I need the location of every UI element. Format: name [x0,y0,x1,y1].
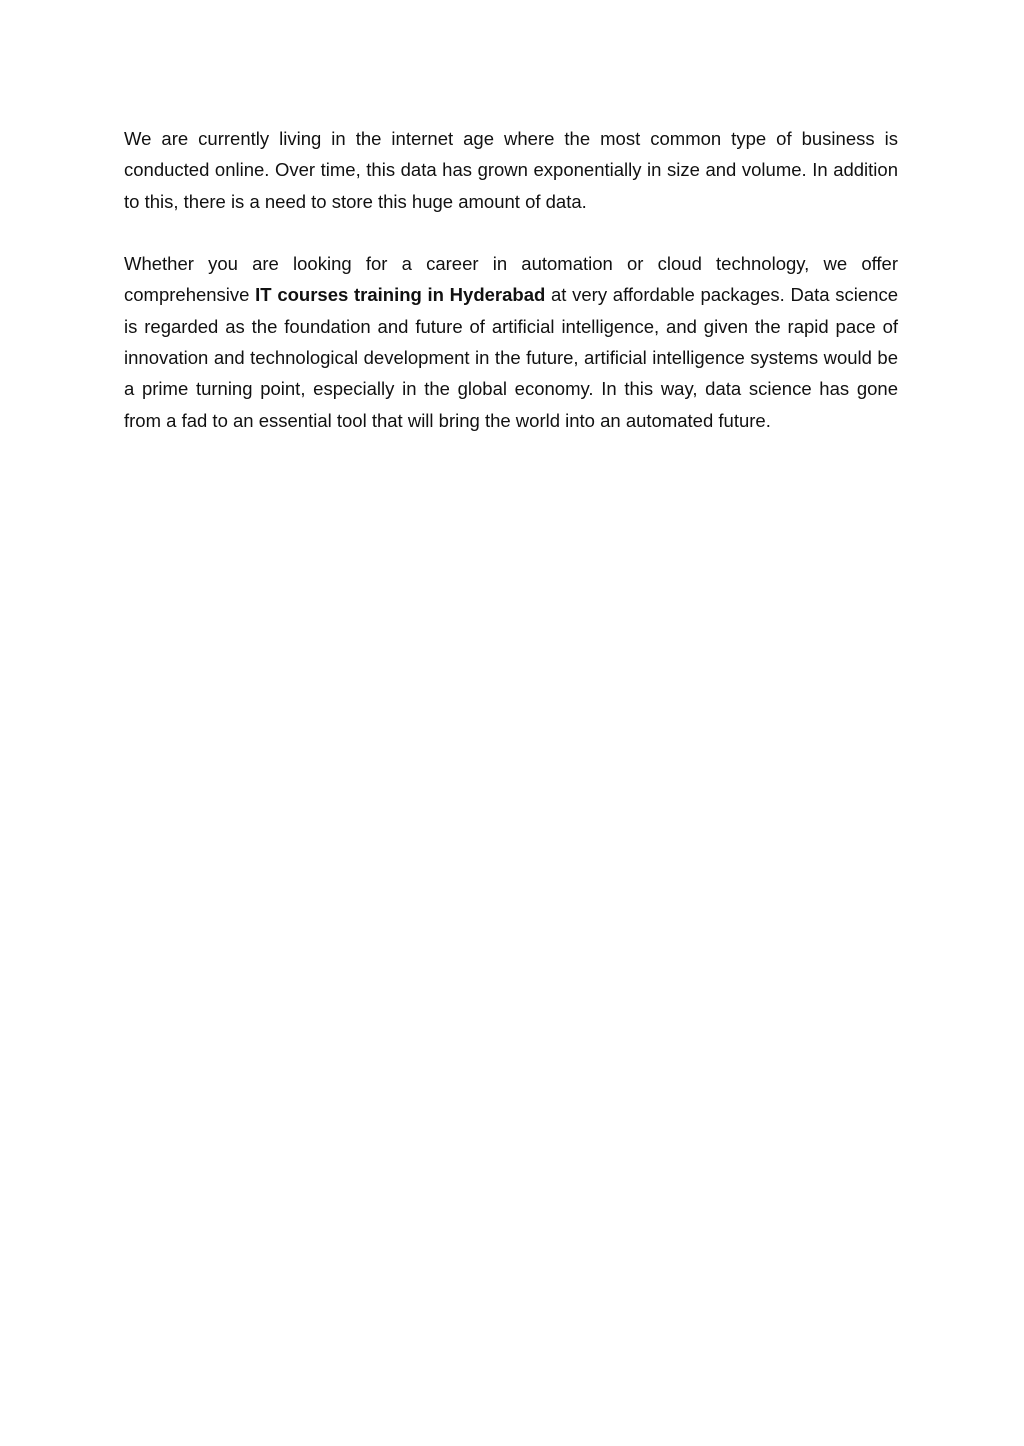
intro-paragraph: We are currently living in the internet age where the most common type of business is conducted online. Over time, this data has grown exponentially in size and volume. In addition to this, there is a need to store this huge amount of data. [124,128,898,212]
document-body [124,123,898,436]
it-courses-training-emphasis: IT courses training in Hyderabad [255,284,546,306]
training-paragraph-intro-text: Whether you are looking for a career in automation or cloud technology, we offer comprehensive [124,253,898,306]
training-paragraph [124,248,898,436]
training-paragraph-remaining-text: at very affordable packages. Data science is regarded as the foundation and future of artificial intelligence, and given the rapid pace of innovation and technological development in the future, artificial intelligence systems would be a prime turning point, especially in the global economy. In this way, data science has gone from a fad to an essential tool that will bring the world into an automated future. [124,284,899,431]
